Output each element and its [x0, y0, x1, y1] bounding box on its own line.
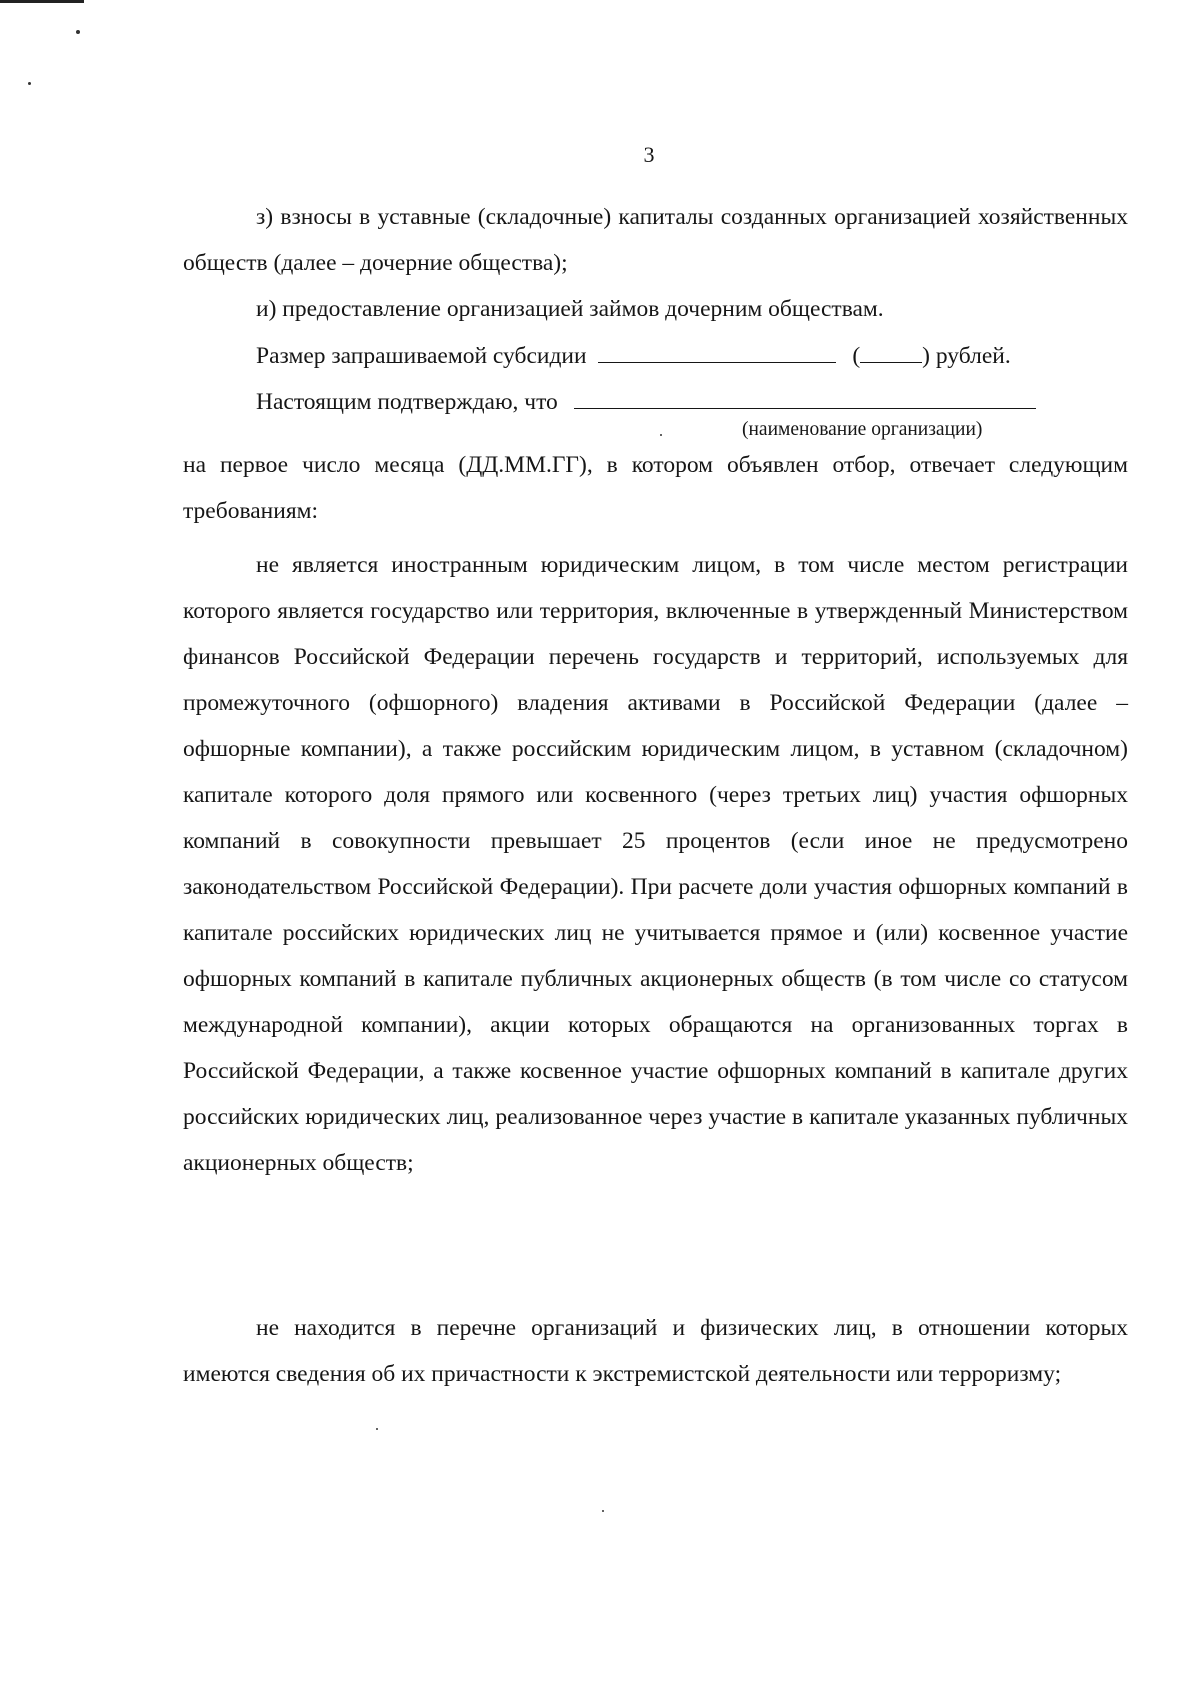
confirmation-continuation-paragraph	[183, 442, 1128, 534]
item-i-text: и) предоставление организацией займов дочерним обществам.	[256, 296, 884, 322]
subsidy-amount-line	[183, 333, 1128, 379]
organization-name-caption: (наименование организации)	[742, 419, 983, 440]
item-z-paragraph	[183, 194, 1128, 286]
scan-speck	[376, 1428, 378, 1430]
page-number: 3	[643, 142, 655, 167]
scan-edge-mark	[0, 0, 84, 3]
scan-speck	[602, 1510, 604, 1512]
subsidy-label: Размер запрашиваемой субсидии	[256, 343, 587, 369]
confirmation-line	[183, 379, 1128, 425]
requirement-extremism-text: не находится в перечне организаций и физических лиц, в отношении которых имеются сведения об их причастности к экстремистской деятельности или терроризму;	[183, 1315, 1128, 1387]
requirement-extremism-paragraph	[183, 1305, 1128, 1397]
scan-speck	[76, 30, 80, 34]
scan-speck	[660, 434, 662, 436]
confirmation-label: Настоящим подтверждаю, что	[256, 389, 558, 415]
scan-speck	[28, 82, 31, 85]
item-z-text: з) взносы в уставные (складочные) капиталы созданных организацией хозяйственных обществ (далее – дочерние общества);	[183, 204, 1128, 276]
subsidy-open-paren: (	[852, 343, 861, 369]
confirmation-continuation-text: на первое число месяца (ДД.ММ.ГГ), в котором объявлен отбор, отвечает следующим требованиям:	[183, 452, 1128, 524]
requirement-offshore-text: не является иностранным юридическим лицом, в том числе местом регистрации которого является государство или территория, включенные в утвержденный Министерством финансов Российской Федерации перечень государств и территорий, используемых для промежуточного (офшорного) владения активами в Российской Федерации (далее – офшорные компании), а также российским юридическим лицом, в уставном (складочном) капитале которого доля прямого или косвенного (через третьих лиц) участия офшорных компаний в совокупности превышает 25 процентов (если иное не предусмотрено законодательством Российской Федерации). При расчете доли участия офшорных компаний в капитале российских юридических лиц не учитывается прямое и (или) косвенное участие офшорных компаний в капитале публичных акционерных обществ (в том числе со статусом международной компании), акции которых обращаются на организованных торгах в Российской Федерации, а также косвенное участие офшорных компаний в капитале других российских юридических лиц, реализованное через участие в капитале указанных публичных акционерных обществ;	[183, 552, 1128, 1176]
subsidy-words-blank	[860, 338, 922, 363]
subsidy-amount-blank	[598, 338, 836, 363]
organization-name-blank	[574, 384, 1036, 409]
subsidy-close-paren-unit: ) рублей.	[922, 343, 1011, 369]
item-i-paragraph	[183, 286, 1128, 332]
requirement-offshore-paragraph	[183, 542, 1128, 1186]
